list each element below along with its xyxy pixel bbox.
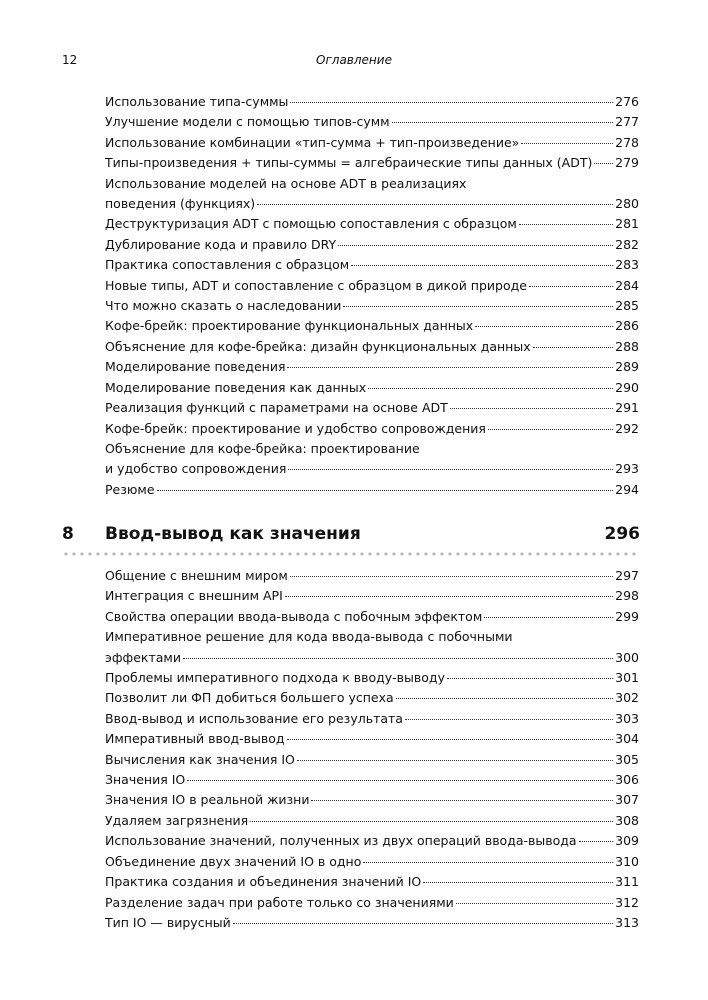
dot-leader (257, 204, 613, 205)
toc-entry-page: 313 (615, 914, 639, 930)
toc-entry-title: Дублирование кода и правило DRY (105, 236, 337, 252)
toc-entry-page: 309 (615, 833, 639, 849)
dot-leader (488, 429, 613, 430)
dot-leader (287, 367, 613, 368)
toc-entry-page: 308 (615, 812, 639, 828)
toc-entry-page: 304 (615, 731, 639, 747)
dot-leader (287, 739, 614, 740)
toc-entry (105, 235, 639, 255)
toc-entry-title: Ввод-вывод и использование его результата (105, 710, 403, 726)
toc-entry-page: 303 (615, 710, 639, 726)
toc-entry-page: 276 (615, 94, 639, 109)
toc-entry (105, 811, 639, 831)
dot-leader (405, 719, 613, 720)
toc-entry (105, 357, 639, 377)
toc-entry-page: 278 (615, 134, 639, 150)
dot-leader (288, 469, 613, 470)
toc-entry (105, 214, 639, 234)
toc-entry-page: 286 (615, 318, 639, 334)
toc-entry (105, 480, 639, 500)
toc-entry-page: 279 (615, 155, 639, 171)
chapter-number: 8 (62, 524, 74, 544)
toc-entry-page: 305 (615, 751, 639, 767)
toc-list-after (105, 566, 639, 933)
toc-entry (105, 872, 639, 892)
toc-entry-title: Вычисления как значения IO (105, 751, 295, 767)
toc-entry (105, 153, 639, 173)
dot-leader (529, 286, 613, 287)
toc-entry-title: Объединение двух значений IO в одно (105, 853, 362, 869)
toc-entry-page: 283 (615, 257, 639, 273)
toc-entry-page: 280 (615, 196, 639, 212)
toc-entry-title: Использование значений, полученных из двух операций ввода-вывода (105, 833, 577, 849)
chapter-heading (62, 524, 640, 548)
toc-entry-title: Проблемы императивного подхода к вводу-выводу (105, 670, 445, 686)
chapter-page: 296 (604, 524, 640, 544)
toc-entry-title: Моделирование поведения (105, 359, 286, 375)
toc-entry-title: Значения IO в реальной жизни (105, 792, 310, 808)
toc-entry-title: Использование типа-суммы (105, 94, 289, 109)
toc-entry-page: 282 (615, 236, 639, 252)
toc-entry-title: Разделение задач при работе только со значениями (105, 894, 454, 910)
toc-entry (105, 607, 639, 627)
toc-entry-page: 291 (615, 400, 639, 416)
dot-leader (187, 780, 613, 781)
toc-entry-title: Практика сопоставления с образцом (105, 257, 350, 273)
toc-entry-page: 312 (615, 894, 639, 910)
toc-entry-page: 298 (615, 588, 639, 604)
dot-leader (521, 143, 613, 144)
toc-entry-page: 288 (615, 338, 639, 354)
toc-entry (105, 337, 639, 357)
toc-entry (105, 419, 639, 439)
toc-entry (105, 276, 639, 296)
dot-leader (351, 265, 613, 266)
toc-entry-title-line: Использование моделей на основе ADT в реализациях (105, 175, 467, 191)
toc-entry-page: 277 (615, 114, 639, 130)
toc-entry-title: Кофе-брейк: проектирование функциональных данных (105, 318, 474, 334)
toc-entry (105, 893, 639, 913)
dot-leader (297, 760, 613, 761)
toc-entry-title: Резюме (105, 481, 155, 497)
toc-entry-title: Моделирование поведения как данных (105, 379, 367, 395)
toc-entry-title: Общение с внешним миром (105, 568, 288, 583)
toc-entry (105, 770, 639, 790)
dot-leader (157, 490, 614, 491)
toc-entry-title-line: Императивное решение для кода ввода-вывода с побочными (105, 629, 513, 645)
dot-leader (183, 658, 613, 659)
page-number: 12 (62, 53, 78, 67)
toc-entry (105, 688, 639, 708)
toc-entry (105, 92, 639, 112)
dot-leader (290, 576, 613, 577)
dot-leader (396, 698, 613, 699)
toc-entry (105, 790, 639, 810)
dot-leader (579, 841, 614, 842)
chapter-dotted-rule (62, 551, 640, 557)
toc-entry-title: поведения (функциях) (105, 196, 256, 212)
toc-entry-title: Новые типы, ADT и сопоставление с образцом в дикой природе (105, 277, 527, 293)
toc-entry-title-line: Объяснение для кофе-брейка: проектирование (105, 440, 420, 456)
toc-entry-title: Тип IO — вирусный (105, 914, 231, 930)
toc-list-before (105, 92, 639, 500)
running-title: Оглавление (316, 53, 392, 67)
toc-entry-title: Реализация функций с параметрами на основе ADT (105, 400, 448, 416)
dot-leader (343, 306, 613, 307)
toc-entry (105, 627, 639, 668)
toc-entry-title: Объяснение для кофе-брейка: дизайн функциональных данных (105, 338, 531, 354)
dot-leader (392, 122, 614, 123)
dot-leader (338, 245, 613, 246)
toc-entry-title: Улучшение модели с помощью типов-сумм (105, 114, 390, 130)
toc-entry (105, 566, 639, 586)
toc-entry-page: 301 (615, 670, 639, 686)
toc-entry-page: 302 (615, 690, 639, 706)
toc-entry (105, 296, 639, 316)
toc-entry-title: Деструктуризация ADT с помощью сопоставления с образцом (105, 216, 517, 232)
toc-entry (105, 439, 639, 480)
toc-entry-title: Что можно сказать о наследовании (105, 298, 342, 314)
toc-entry-page: 294 (615, 481, 639, 497)
toc-entry (105, 831, 639, 851)
toc-entry-title: Императивный ввод-вывод (105, 731, 285, 747)
toc-entry (105, 133, 639, 153)
dot-leader (250, 821, 613, 822)
toc-entry-page: 281 (615, 216, 639, 232)
toc-entry (105, 668, 639, 688)
dot-leader (233, 923, 613, 924)
dot-leader (456, 903, 613, 904)
dot-leader (475, 326, 613, 327)
dot-leader (484, 617, 613, 618)
dot-leader (450, 408, 613, 409)
toc-entry (105, 913, 639, 933)
toc-entry-page: 299 (615, 608, 639, 624)
dot-leader (423, 882, 613, 883)
toc-entry-title: Свойства операции ввода-вывода с побочным эффектом (105, 608, 483, 624)
toc-entry (105, 729, 639, 749)
toc-entry (105, 255, 639, 275)
toc-entry (105, 174, 639, 215)
toc-entry-page: 290 (615, 379, 639, 395)
chapter-title: Ввод-вывод как значения (105, 524, 361, 544)
toc-entry-title: и удобство сопровождения (105, 461, 287, 477)
toc-entry-title: Практика создания и объединения значений IO (105, 874, 422, 890)
toc-entry-page: 293 (615, 461, 639, 477)
toc-entry (105, 316, 639, 336)
dot-leader (290, 102, 613, 103)
toc-entry-page: 307 (615, 792, 639, 808)
toc-entry-title: Кофе-брейк: проектирование и удобство сопровождения (105, 420, 486, 436)
toc-entry (105, 112, 639, 132)
dot-leader (594, 163, 613, 164)
toc-entry (105, 750, 639, 770)
toc-entry-title: эффектами (105, 649, 181, 665)
toc-entry (105, 398, 639, 418)
toc-entry-page: 285 (615, 298, 639, 314)
toc-entry-page: 297 (615, 568, 639, 583)
dot-leader (311, 800, 613, 801)
toc-entry-page: 306 (615, 772, 639, 788)
dot-leader (368, 388, 613, 389)
toc-entry (105, 852, 639, 872)
toc-entry (105, 586, 639, 606)
toc-entry (105, 378, 639, 398)
toc-entry-page: 300 (615, 649, 639, 665)
dot-leader (285, 596, 613, 597)
toc-entry-title: Удаляем загрязнения (105, 812, 249, 828)
toc-entry-page: 289 (615, 359, 639, 375)
toc-entry-title: Типы-произведения + типы-суммы = алгебраические типы данных (ADT) (105, 155, 593, 171)
dot-leader (363, 862, 613, 863)
toc-entry-page: 284 (615, 277, 639, 293)
toc-entry-title: Использование комбинации «тип-сумма + тип-произведение» (105, 134, 520, 150)
toc-entry-title: Позволит ли ФП добиться большего успеха (105, 690, 394, 706)
dot-leader (519, 224, 613, 225)
toc-entry (105, 709, 639, 729)
toc-entry-title: Значения IO (105, 772, 186, 788)
dot-leader (447, 678, 613, 679)
toc-entry-title: Интеграция с внешним API (105, 588, 283, 604)
toc-entry-page: 311 (615, 874, 639, 890)
dot-leader (533, 347, 614, 348)
toc-entry-page: 310 (615, 853, 639, 869)
toc-entry-page: 292 (615, 420, 639, 436)
